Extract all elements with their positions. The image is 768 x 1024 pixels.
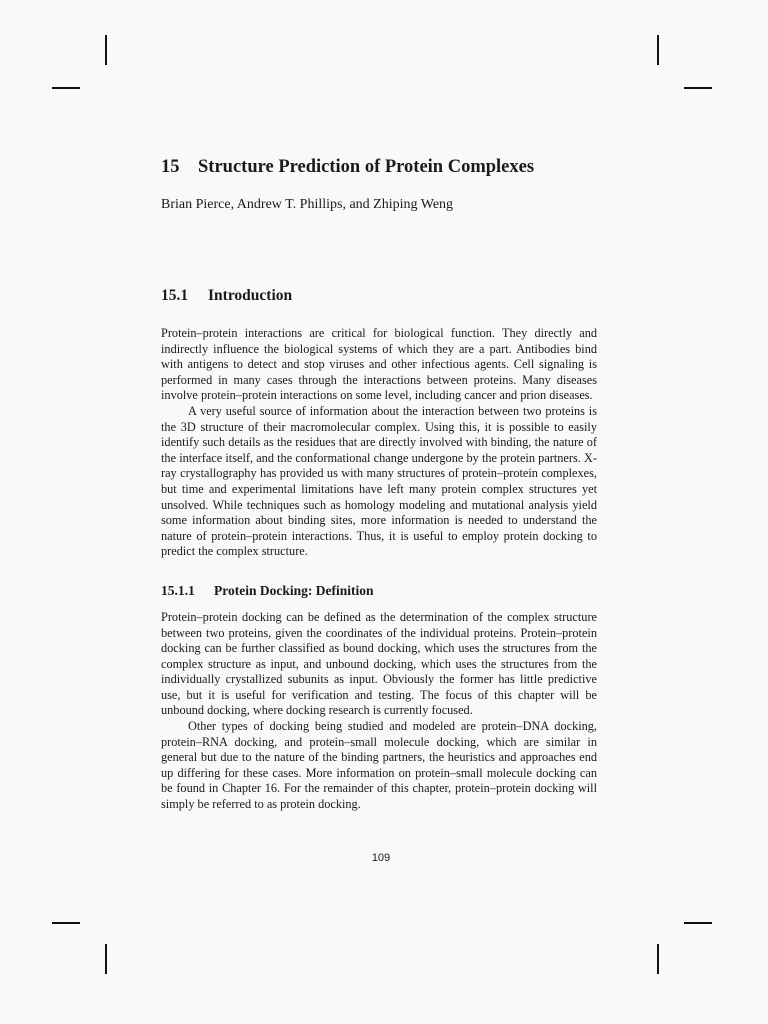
crop-mark-bottom-right-horizontal	[684, 922, 712, 924]
crop-mark-bottom-right-vertical	[657, 944, 659, 974]
docking-paragraph-2: Other types of docking being studied and modeled are protein–DNA docking, protein–RNA docking, and protein–small molecule docking, which are similar in general but due to the nature of the binding partners, the heuristics and approaches end up differing for these cases. More information on protein–small molecule docking can be found in Chapter 16. For the remainder of this chapter, protein–protein docking will simply be referred to as protein docking.	[161, 719, 597, 812]
crop-mark-bottom-left-vertical	[105, 944, 107, 974]
chapter-authors: Brian Pierce, Andrew T. Phillips, and Zhiping Weng	[161, 197, 454, 212]
crop-mark-top-left-vertical	[105, 35, 107, 65]
section-heading	[161, 284, 597, 308]
docking-paragraph-1: Protein–protein docking can be defined as the determination of the complex structure between two proteins, given the coordinates of the individual proteins. Protein–protein docking can be further classified as bound docking, which uses the structures from the complex structure as input, and unbound docking, which uses the structures from the individually crystallized subunits as input. Obviously the former has little predictive use, but it is useful for verification and testing. The focus of this chapter will be unbound docking, where docking research is currently focused.	[161, 609, 597, 718]
crop-mark-top-right-vertical	[657, 35, 659, 65]
chapter-number: 15	[161, 157, 180, 177]
subsection-title-text: Protein Docking: Definition	[214, 582, 374, 598]
page-number: 109	[371, 852, 391, 864]
crop-mark-top-right-horizontal	[684, 87, 712, 89]
subsection-heading	[161, 581, 597, 601]
chapter-title	[161, 150, 597, 184]
chapter-title-text: Structure Prediction of Protein Complexes	[198, 157, 535, 177]
crop-mark-bottom-left-horizontal	[52, 922, 80, 924]
section-title-text: Introduction	[208, 287, 293, 304]
subsection-number: 15.1.1	[161, 582, 195, 598]
intro-paragraph-2: A very useful source of information about the interaction between two proteins is the 3D structure of their macromolecular complex. Using this, it is possible to easily identify such details as the residues that are directly involved with binding, the nature of the interface itself, and the conformational change undergone by the protein partners. X-ray crystallography has provided us with many structures of protein–protein complexes, but time and experimental limitations have left many protein complex structures yet unsolved. While techniques such as homology modeling and mutational analysis yield some information about binding sites, more information is needed to understand the nature of protein–protein interactions. Thus, it is useful to employ protein docking to predict the complex structure.	[161, 403, 597, 559]
crop-mark-top-left-horizontal	[52, 87, 80, 89]
intro-paragraph-1: Protein–protein interactions are critical for biological function. They directly and indirectly influence the biological systems of which they are a part. Antibodies bind with antigens to detect and stop viruses and other infectious agents. Cell signaling is performed in many cases through the interactions between proteins. Many diseases involve protein–protein interactions on some level, including cancer and prion diseases.	[161, 326, 597, 403]
section-number: 15.1	[161, 287, 189, 304]
page-body	[161, 150, 597, 813]
